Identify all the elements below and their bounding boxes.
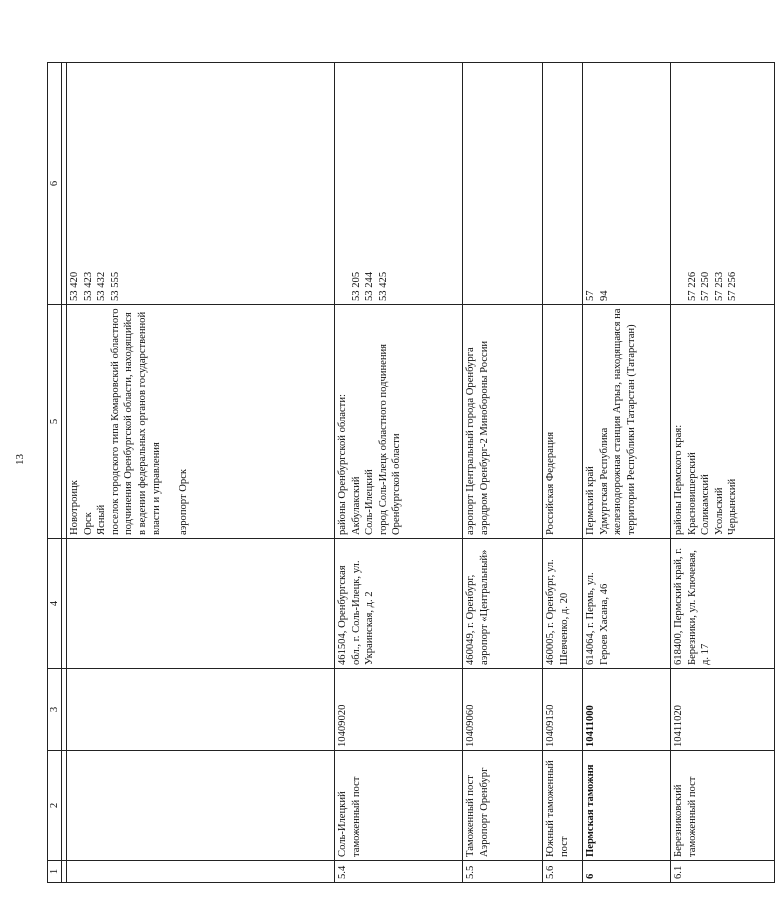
territory-item: Чердынский: [727, 478, 739, 535]
row-number: 5.4: [335, 861, 463, 883]
oktmo-code: 53 420: [69, 271, 80, 301]
post-code: 10409020: [335, 669, 463, 751]
territory-item: аэропорт Орск: [177, 468, 189, 535]
territory-list: [583, 305, 671, 539]
territory-item: Акбулакский: [350, 476, 362, 535]
header-row: [48, 63, 62, 883]
column-header: 2: [48, 751, 62, 861]
post-address: 460005, г. Оренбург, ул. Шевченко, д. 20: [543, 539, 583, 669]
table-row: [335, 63, 463, 883]
column-header: 6: [48, 63, 62, 305]
territory-item: районы Пермского края:: [673, 424, 684, 535]
territory-item: Удмуртская Республика: [598, 427, 610, 535]
territory-item: [163, 308, 177, 535]
post-name: Березниковский таможенный пост: [671, 751, 775, 861]
oktmo-code: 53 244: [364, 271, 376, 301]
oktmo-code: 57 250: [700, 271, 712, 301]
oktmo-list: [671, 63, 775, 305]
row-number: [67, 861, 335, 883]
post-address: 614064, г. Пермь, ул. Героев Хасана, 46: [583, 539, 671, 669]
territory-item: Российская Федерация: [545, 431, 556, 535]
table-row: [583, 63, 671, 883]
table-row: [671, 63, 775, 883]
territory-item: Красновишерский: [686, 452, 698, 535]
oktmo-code: 53 555: [109, 271, 121, 301]
post-code: 10411000: [583, 669, 671, 751]
post-code: 10411020: [671, 669, 775, 751]
post-address: [67, 539, 335, 669]
territory-item: железнодорожная станция Агрыз, находящаяся на территории Республики Татарстан (Татарстан): [612, 308, 637, 535]
oktmo-list: [583, 63, 671, 305]
row-number: 5.6: [543, 861, 583, 883]
post-address: 460049, г. Оренбург, аэропорт «Центральный»: [463, 539, 543, 669]
column-header: 4: [48, 539, 62, 669]
territory-item: Орск: [82, 512, 94, 535]
post-name: Соль-Илецкий таможенный пост: [335, 751, 463, 861]
row-number: 6.1: [671, 861, 775, 883]
oktmo-code: 53 205: [350, 271, 362, 301]
territory-item: аэродром Оренбург-2 Минобороны России: [478, 340, 490, 535]
oktmo-code: [672, 66, 686, 301]
territory-list: [671, 305, 775, 539]
post-address: 461504, Оренбургская обл., г. Соль-Илецк, ул. Украинская, д. 2: [335, 539, 463, 669]
oktmo-code: 57: [585, 290, 596, 301]
oktmo-code: 57 256: [727, 271, 739, 301]
oktmo-list: [335, 63, 463, 305]
column-header: 5: [48, 305, 62, 539]
territory-item: аэропорт Центральный города Оренбурга: [465, 347, 476, 535]
territory-list: [543, 305, 583, 539]
row-number: 6: [583, 861, 671, 883]
column-header: 3: [48, 669, 62, 751]
post-name: Таможенный пост Аэропорт Оренбург: [463, 751, 543, 861]
territory-item: Соль-Илецкий: [364, 469, 376, 535]
oktmo-code: [336, 66, 350, 301]
table-row: [543, 63, 583, 883]
territory-list: [67, 305, 335, 539]
territory-item: Новотроицк: [69, 480, 80, 535]
oktmo-code: 57 226: [686, 271, 698, 301]
oktmo-code: 57 253: [713, 271, 725, 301]
column-header: 1: [48, 861, 62, 883]
post-code: [67, 669, 335, 751]
row-number: 5.5: [463, 861, 543, 883]
oktmo-list: [67, 63, 335, 305]
post-name: Южный таможенный пост: [543, 751, 583, 861]
post-code: 10409060: [463, 669, 543, 751]
oktmo-code: 53 423: [82, 271, 94, 301]
territory-item: поселок городского типа Комаровский областного подчинения Оренбургской области, находящийся в ведении федеральных органов государственной власти и управления: [109, 308, 162, 535]
page-number: 13: [14, 454, 26, 465]
table-row: [67, 63, 335, 883]
oktmo-code: 53 425: [377, 271, 389, 301]
oktmo-code: 94: [598, 290, 610, 301]
table-row: [463, 63, 543, 883]
territory-item: город Соль-Илецк областного подчинения Оренбургской области: [377, 343, 403, 535]
post-name: Пермская таможня: [583, 751, 671, 861]
territory-item: Усольский: [713, 487, 725, 535]
territory-item: районы Оренбургской области:: [337, 394, 348, 535]
territory-item: Соликамский: [700, 474, 712, 535]
territory-list: [335, 305, 463, 539]
post-address: 618400, Пермский край, г. Березники, ул. Ключевая, д. 17: [671, 539, 775, 669]
rotated-table-container: [47, 63, 739, 883]
oktmo-code: 53 432: [96, 271, 108, 301]
oktmo-list: [543, 63, 583, 305]
post-name: [67, 751, 335, 861]
territory-item: Пермский край: [585, 466, 596, 535]
oktmo-list: [463, 63, 543, 305]
territory-item: Ясный: [96, 504, 108, 535]
territory-list: [463, 305, 543, 539]
post-code: 10409150: [543, 669, 583, 751]
customs-posts-table: [47, 62, 775, 883]
